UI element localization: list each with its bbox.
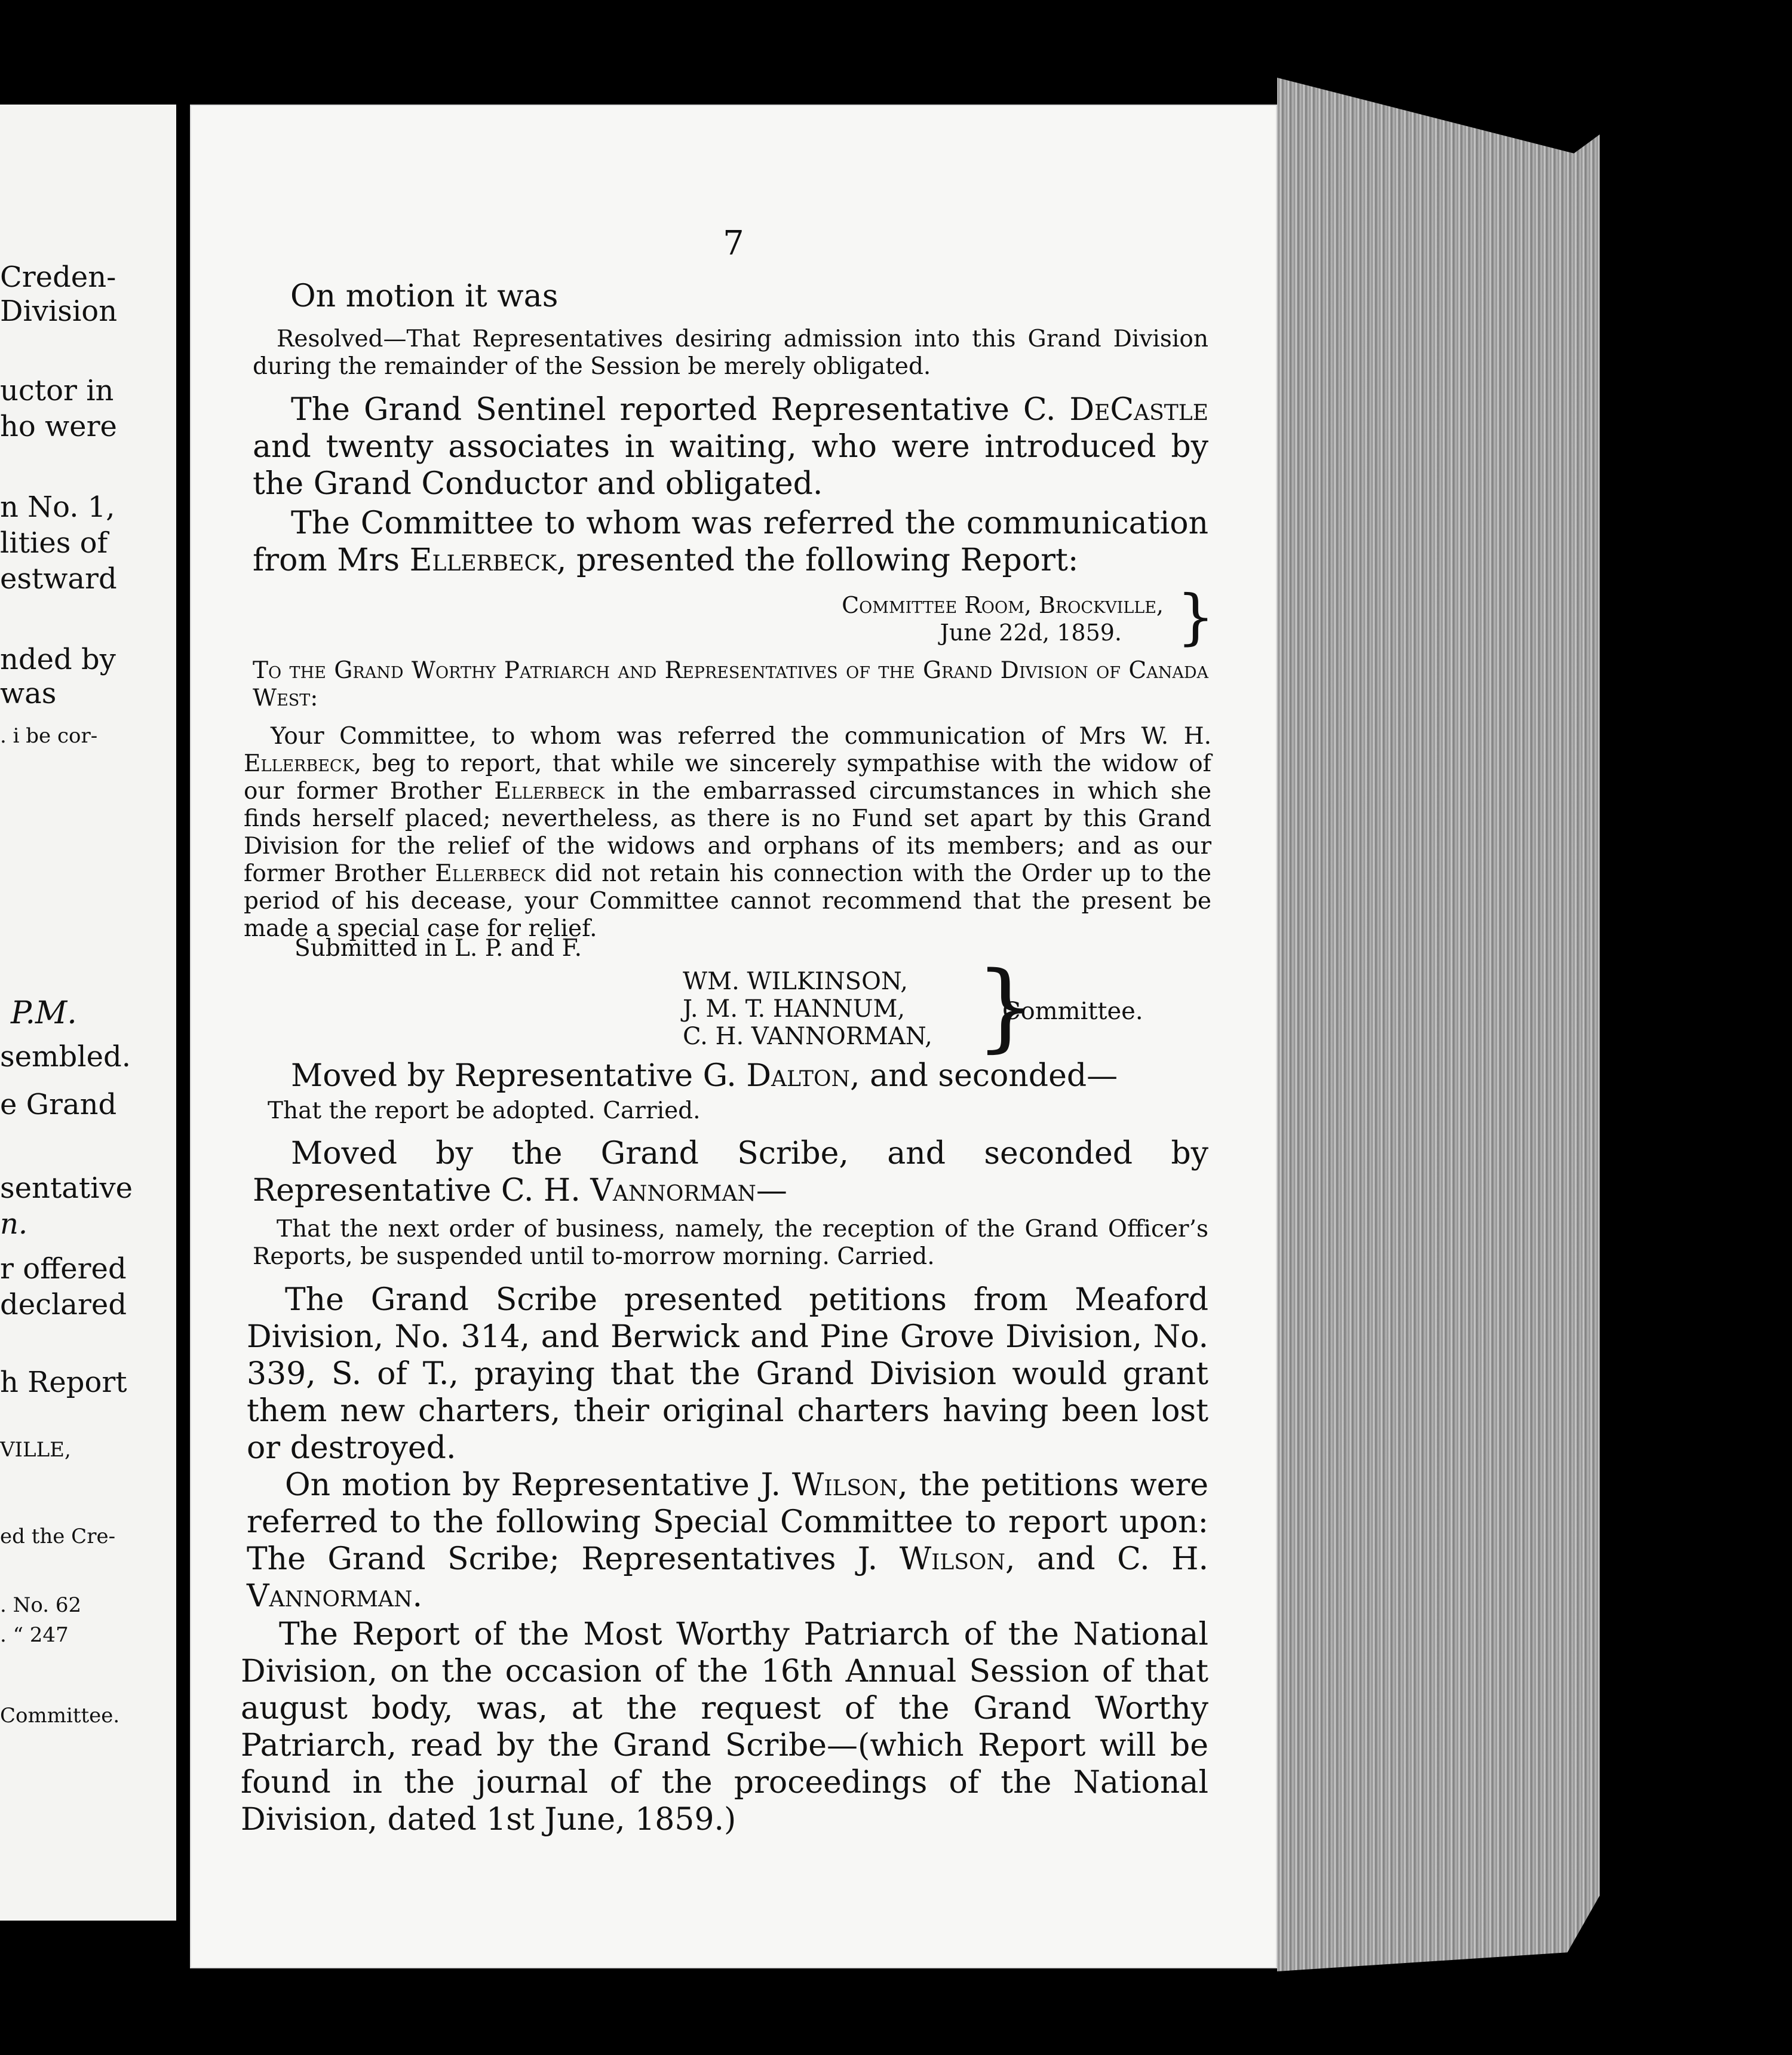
- left-line: declared: [0, 1288, 127, 1321]
- left-line: ho were: [0, 410, 117, 443]
- moved-dalton: Moved by Representative G. Dalton, and seconded—: [291, 1058, 1118, 1094]
- petitions-paragraph: The Grand Scribe presented petitions from Meaford Division, No. 314, and Berwick and Pine Grove Division, No. 339, S. of T., praying that the Grand Division would grant them new charters, their original charters having been lost or destroyed.: [247, 1282, 1208, 1466]
- left-facing-page: [0, 105, 176, 1921]
- left-line: VILLE,: [0, 1438, 71, 1462]
- left-line: uctor in: [0, 374, 114, 407]
- person-name: Ellerbeck: [409, 542, 557, 578]
- moved-grand-scribe: Moved by the Grand Scribe, and seconded by Representative C. H. Vannorman—: [253, 1136, 1208, 1209]
- moved-grand-scribe-result: That the next order of business, namely, the reception of the Grand Officer’s Reports, be suspended until to-morrow morning. Carried.: [253, 1216, 1208, 1270]
- wilson-paragraph: On motion by Representative J. Wilson, the petitions were referred to the following Special Committee to report upon: The Grand Scribe; Representatives J. Wilson, and C. H. Vannorman.: [247, 1467, 1208, 1614]
- committee-label: Committee.: [1002, 998, 1143, 1025]
- left-line: ed the Cre-: [0, 1525, 116, 1548]
- motion-intro: On motion it was: [290, 278, 559, 314]
- page-number: 7: [723, 224, 744, 263]
- main-page: [190, 105, 1277, 1968]
- left-line: was: [0, 677, 57, 710]
- left-line: n No. 1,: [0, 490, 115, 524]
- resolved-paragraph: Resolved—That Representatives desiring admission into this Grand Division during the remainder of the Session be merely obligated.: [253, 326, 1208, 380]
- left-line: sentative: [0, 1171, 133, 1205]
- person-name: DeCastle: [1069, 392, 1208, 428]
- signatory: WM. WILKINSON,: [683, 968, 909, 995]
- brace: }: [975, 950, 1036, 1062]
- left-line: lities of: [0, 526, 108, 560]
- left-line: nded by: [0, 643, 116, 676]
- committee-room: Committee Room, Brockville,: [842, 592, 1164, 618]
- submitted-line: Submitted in L. P. and F.: [294, 935, 582, 962]
- brace: }: [1177, 582, 1215, 652]
- left-line: Committee.: [0, 1704, 120, 1728]
- left-line: h Report: [0, 1366, 127, 1399]
- report-address: To the Grand Worthy Patriarch and Representatives of the Grand Division of Canada West:: [253, 657, 1208, 711]
- left-line: Division: [0, 295, 118, 328]
- left-line: P.M.: [11, 995, 77, 1031]
- left-line: n.: [0, 1207, 28, 1241]
- left-line: . No. 62: [0, 1593, 82, 1617]
- report-date: June 22d, 1859.: [940, 619, 1122, 646]
- left-line: . i be cor-: [0, 724, 98, 748]
- signatory: C. H. VANNORMAN,: [683, 1023, 932, 1050]
- left-line: Creden-: [0, 260, 116, 294]
- national-division-paragraph: The Report of the Most Worthy Patriarch of the National Division, on the occasion of the 16th Annual Session of that august body, was, at the request of the Grand Worthy Patriarch, read by the Grand Scribe—(which Report will be found in the journal of the proceedings of the National Division, dated 1st June, 1859.): [241, 1617, 1208, 1838]
- book-page-edges: [1277, 78, 1600, 1971]
- left-line: estward: [0, 562, 117, 596]
- left-line: e Grand: [0, 1088, 117, 1121]
- sentinel-paragraph: The Grand Sentinel reported Representative C. DeCastle and twenty associates in waiting, who were introduced by the Grand Conductor and obligated.: [253, 392, 1208, 502]
- left-line: sembled.: [0, 1040, 131, 1073]
- left-line: . “ 247: [0, 1623, 69, 1647]
- report-body: Your Committee, to whom was referred the communication of Mrs W. H. Ellerbeck, beg to report, that while we sincerely sympathise with the widow of our former Brother Ellerbeck in the embarrassed circumstances in which she finds herself placed; nevertheless, as there is no Fund set apart by this Grand Division for the relief of the widows and orphans of its members; and as our former Brother Ellerbeck did not retain his connection with the Order up to the period of his decease, your Committee cannot recommend that the present be made a special case for relief.: [244, 723, 1211, 942]
- signatory: J. M. T. HANNUM,: [683, 995, 906, 1023]
- committee-intro-paragraph: The Committee to whom was referred the communication from Mrs Ellerbeck, presented the following Report:: [253, 505, 1208, 578]
- moved-dalton-result: That the report be adopted. Carried.: [268, 1097, 701, 1124]
- left-line: r offered: [0, 1252, 127, 1286]
